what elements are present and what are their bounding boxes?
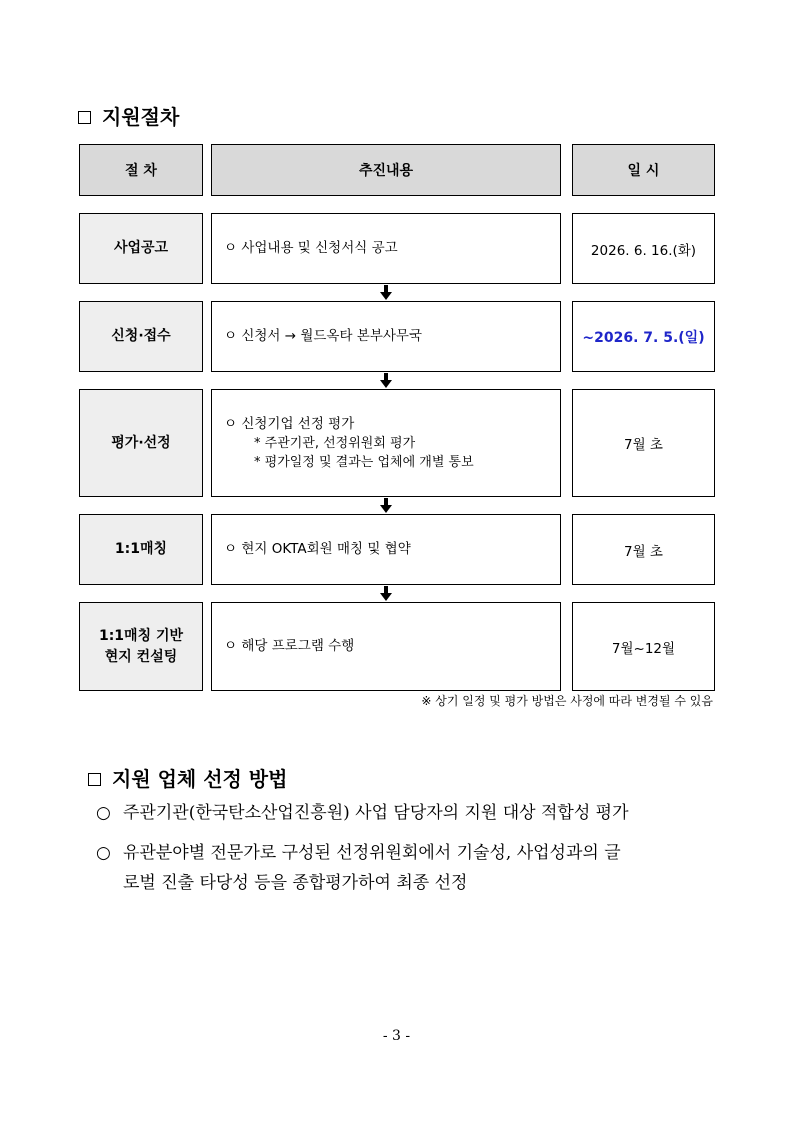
down-arrow-icon [380,586,392,601]
header-stage: 절 차 [79,144,203,196]
stage-announcement: 사업공고 [79,213,203,284]
date-consulting: 7월~12월 [572,602,715,691]
down-arrow-icon [380,373,392,388]
table-footnote: ※ 상기 일정 및 평가 방법은 사정에 따라 변경될 수 있음 [421,694,713,708]
date-application-deadline: ~2026. 7. 5.(일) [572,301,715,372]
section-title-procedure: 지원절차 [78,101,179,130]
date-evaluation: 7월 초 [572,389,715,497]
stage-matching: 1:1매칭 [79,514,203,585]
circle-bullet-icon: ○ [96,843,111,863]
down-arrow-icon [380,285,392,300]
section-title-selection-method: 지원 업체 선정 방법 [88,763,287,792]
content-evaluation-item: ㅇ 신청기업 선정 평가 [224,415,355,432]
date-announcement: 2026. 6. 16.(화) [572,213,715,284]
list-item: ○ 주관기관(한국탄소산업진흥원) 사업 담당자의 지원 대상 적합성 평가 [96,798,721,828]
checkbox-square-icon [78,111,91,124]
stage-application: 신청·접수 [79,301,203,372]
date-matching: 7월 초 [572,514,715,585]
header-date: 일 시 [572,144,715,196]
page-number: - 3 - [382,1028,411,1044]
content-announcement: ㅇ 사업내용 및 신청서식 공고 [211,213,561,284]
content-evaluation-note: * 주관기관, 선정위원회 평가 [254,435,416,451]
content-evaluation [211,389,561,497]
content-evaluation-note: * 평가일정 및 결과는 업체에 개별 통보 [254,454,474,470]
content-consulting: ㅇ 해당 프로그램 수행 [211,602,561,691]
content-matching: ㅇ 현지 OKTA회원 매칭 및 협약 [211,514,561,585]
header-content: 추진내용 [211,144,561,196]
checkbox-square-icon [88,773,101,786]
stage-consulting: 1:1매칭 기반 현지 컨설팅 [79,602,203,691]
stage-evaluation: 평가·선정 [79,389,203,497]
list-item: ○ 유관분야별 전문가로 구성된 선정위원회에서 기술성, 사업성과의 글 로벌 진출 타당성 등을 종합평가하여 최종 선정 [96,838,721,898]
down-arrow-icon [380,498,392,513]
content-application: ㅇ 신청서 → 월드옥타 본부사무국 [211,301,561,372]
circle-bullet-icon: ○ [96,803,111,823]
